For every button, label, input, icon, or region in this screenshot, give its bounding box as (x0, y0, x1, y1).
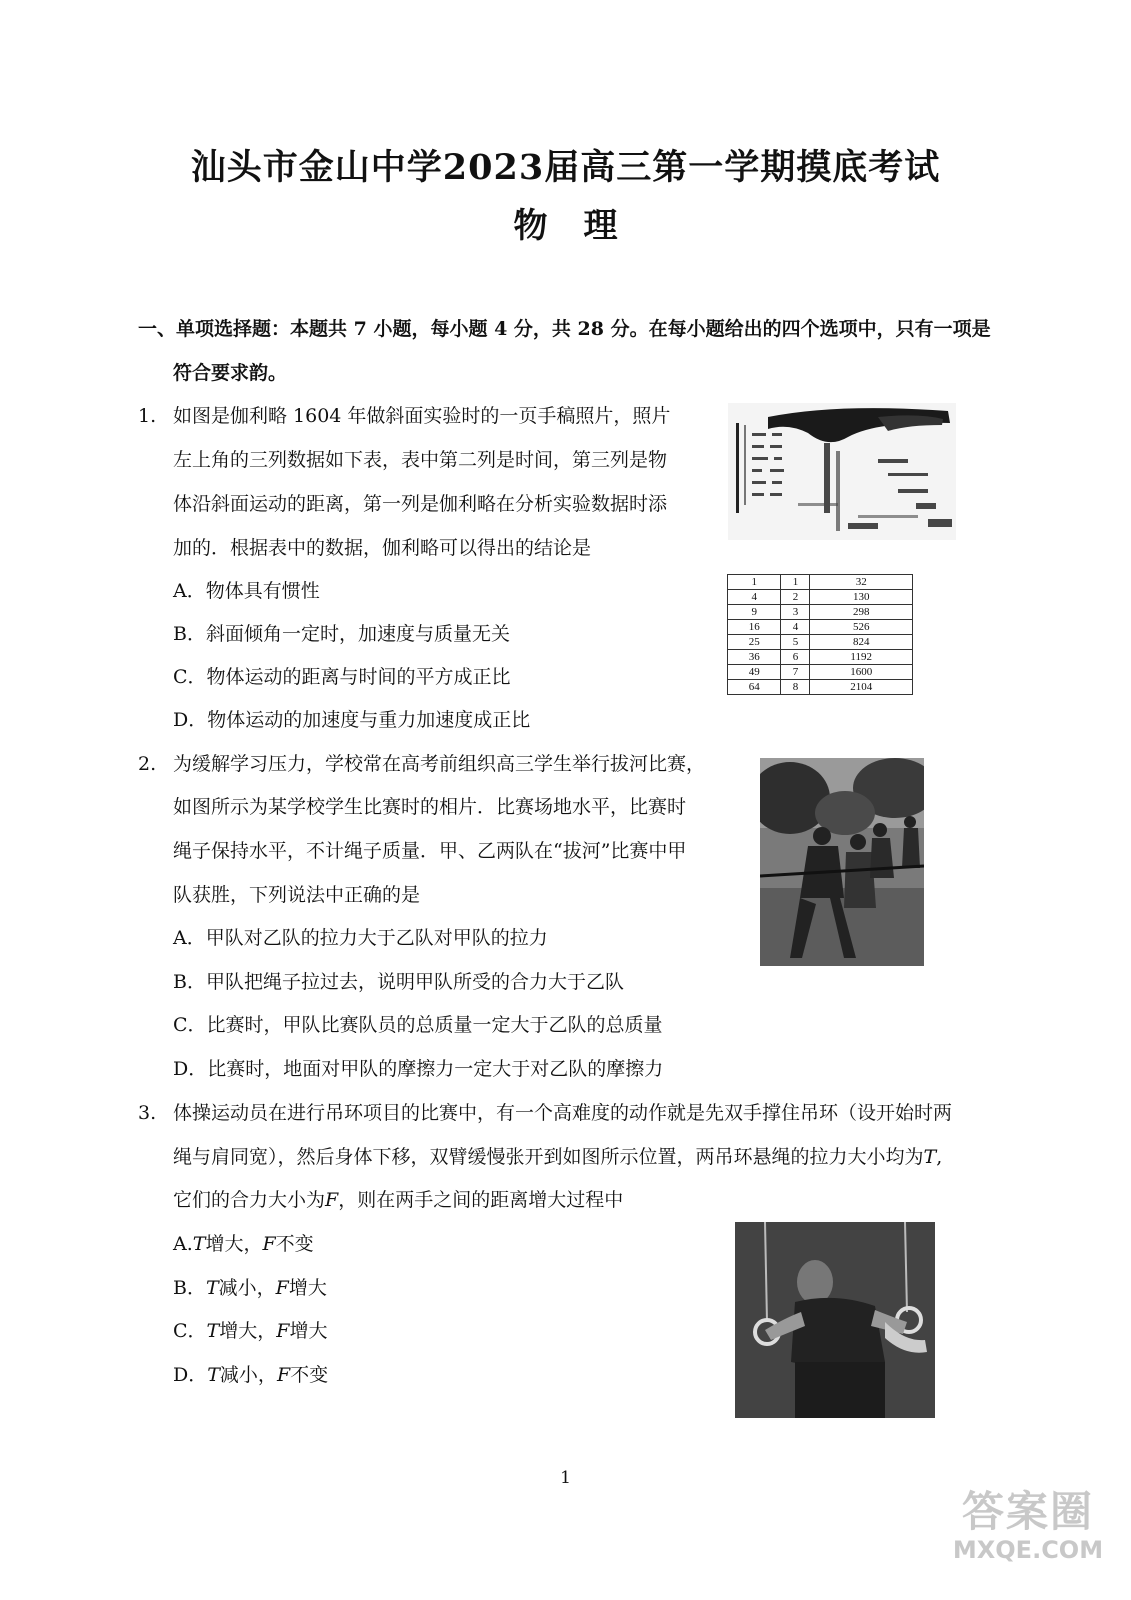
galileo-data-table (727, 574, 913, 695)
q2-stem-line: 队获胜，下列说法中正确的是 (173, 884, 421, 906)
subject-title: 物理 (513, 206, 654, 246)
q1-stem-line: 加的．根据表中的数据，伽利略可以得出的结论是 (173, 537, 592, 559)
tug-of-war-photo (760, 758, 924, 966)
q3-stem-text: 绳与肩同宽），然后身体下移，双臂缓慢张开到如图所示位置，两吊环悬绳的拉力大小均为 (173, 1146, 924, 1168)
table-cell: 1600 (810, 665, 913, 680)
section-heading-line1: 一、单项选择题：本题共 7 小题，每小题 4 分，共 28 分。在每小题给出的四个选项中，只有一项是 (138, 318, 991, 340)
q2-stem-line: 绳子保持水平，不计绳子质量．甲、乙两队在“拔河”比赛中甲 (173, 840, 687, 862)
option-label: A. (173, 1233, 193, 1255)
option-text: 增大， (219, 1320, 277, 1342)
table-cell: 4 (781, 620, 810, 635)
variable-t: T (207, 1364, 220, 1386)
table-cell: 130 (810, 590, 913, 605)
table-cell: 4 (728, 590, 781, 605)
table-cell: 1192 (810, 650, 913, 665)
option-text: 不变 (275, 1233, 314, 1255)
table-row (728, 605, 913, 620)
table-row (728, 680, 913, 695)
section-heading-line2: 符合要求韵。 (173, 362, 288, 384)
page-number: 1 (560, 1468, 571, 1488)
option-text: 减小， (219, 1364, 277, 1386)
variable-t: T (192, 1233, 206, 1255)
q3-stem-line (173, 1187, 623, 1213)
table-cell: 36 (728, 650, 781, 665)
q3-stem-text: , (936, 1146, 943, 1168)
table-cell: 8 (781, 680, 810, 695)
table-row (728, 635, 913, 650)
option-text: 不变 (290, 1364, 329, 1386)
option-text: 增大， (205, 1233, 263, 1255)
table-row (728, 590, 913, 605)
table-cell: 1 (728, 575, 781, 590)
q1-option-c: C．物体运动的距离与时间的平方成正比 (173, 666, 511, 688)
variable-f: F (262, 1233, 276, 1255)
q2-option-c: C．比赛时，甲队比赛队员的总质量一定大于乙队的总质量 (173, 1014, 663, 1036)
option-text: 减小， (218, 1277, 276, 1299)
table-row (728, 575, 913, 590)
q2-option-d: D．比赛时，地面对甲队的摩擦力一定大于对乙队的摩擦力 (173, 1058, 664, 1080)
q3-option-a (173, 1231, 314, 1257)
q3-option-c (173, 1318, 327, 1344)
q1-option-a: A．物体具有惯性 (173, 580, 320, 602)
q3-stem-text: ，则在两手之间的距离增大过程中 (338, 1189, 624, 1211)
q3-stem-text: 它们的合力大小为 (173, 1189, 326, 1211)
table-cell: 6 (781, 650, 810, 665)
table-cell: 64 (728, 680, 781, 695)
q3-option-d (173, 1362, 328, 1388)
q2-stem-line: 如图所示为某学校学生比赛时的相片．比赛场地水平，比赛时 (173, 796, 687, 818)
galileo-manuscript-image (728, 403, 956, 540)
q2-number: 2. (138, 753, 157, 775)
variable-t: T (205, 1277, 219, 1299)
q1-option-b: B．斜面倾角一定时，加速度与质量无关 (173, 623, 510, 645)
gymnast-rings-photo (735, 1222, 935, 1418)
table-cell: 2104 (810, 680, 913, 695)
q3-variable-f: F (325, 1189, 339, 1211)
option-label: B． (173, 1277, 206, 1299)
table-cell: 1 (781, 575, 810, 590)
table-cell: 32 (810, 575, 913, 590)
q1-number: 1. (138, 405, 157, 427)
q1-stem-line: 如图是伽利略 1604 年做斜面实验时的一页手稿照片，照片 (173, 405, 671, 427)
q1-stem-line: 体沿斜面运动的距离，第一列是伽利略在分析实验数据时添 (173, 493, 668, 515)
variable-f: F (276, 1364, 291, 1386)
option-label: C． (173, 1320, 207, 1342)
q1-stem-line: 左上角的三列数据如下表，表中第二列是时间，第三列是物 (173, 449, 668, 471)
table-cell: 2 (781, 590, 810, 605)
q2-stem-line: 为缓解学习压力，学校常在高考前组织高三学生举行拔河比赛， (173, 753, 706, 775)
variable-t: T (206, 1320, 220, 1342)
q1-option-d: D．物体运动的加速度与重力加速度成正比 (173, 709, 531, 731)
table-cell: 49 (728, 665, 781, 680)
table-row (728, 665, 913, 680)
table-cell: 5 (781, 635, 810, 650)
table-cell: 25 (728, 635, 781, 650)
watermark-text: 答案圈 (961, 1487, 1094, 1536)
table-row (728, 650, 913, 665)
table-cell: 824 (810, 635, 913, 650)
table-cell: 16 (728, 620, 781, 635)
q3-stem-line (173, 1144, 942, 1170)
q3-number: 3. (138, 1102, 157, 1124)
q2-option-b: B．甲队把绳子拉过去，说明甲队所受的合力大于乙队 (173, 971, 624, 993)
watermark-logo (935, 1488, 1121, 1564)
table-cell: 526 (810, 620, 913, 635)
q3-option-b (173, 1275, 327, 1301)
q2-option-a: A．甲队对乙队的拉力大于乙队对甲队的拉力 (173, 927, 548, 949)
option-text: 增大 (288, 1277, 327, 1299)
table-cell: 9 (728, 605, 781, 620)
table-cell: 298 (810, 605, 913, 620)
variable-f: F (276, 1320, 290, 1342)
option-text: 增大 (289, 1320, 328, 1342)
option-label: D． (173, 1364, 208, 1386)
table-cell: 3 (781, 605, 810, 620)
variable-f: F (275, 1277, 289, 1299)
watermark-url: MXQE.COM (952, 1536, 1104, 1564)
table-row (728, 620, 913, 635)
exam-title: 汕头市金山中学2023届高三第一学期摸底考试 (190, 147, 941, 188)
table-cell: 7 (781, 665, 810, 680)
q3-stem-line: 体操运动员在进行吊环项目的比赛中，有一个高难度的动作就是先双手撑住吊环（设开始时两 (173, 1102, 953, 1124)
q3-variable-t: T (923, 1146, 937, 1168)
